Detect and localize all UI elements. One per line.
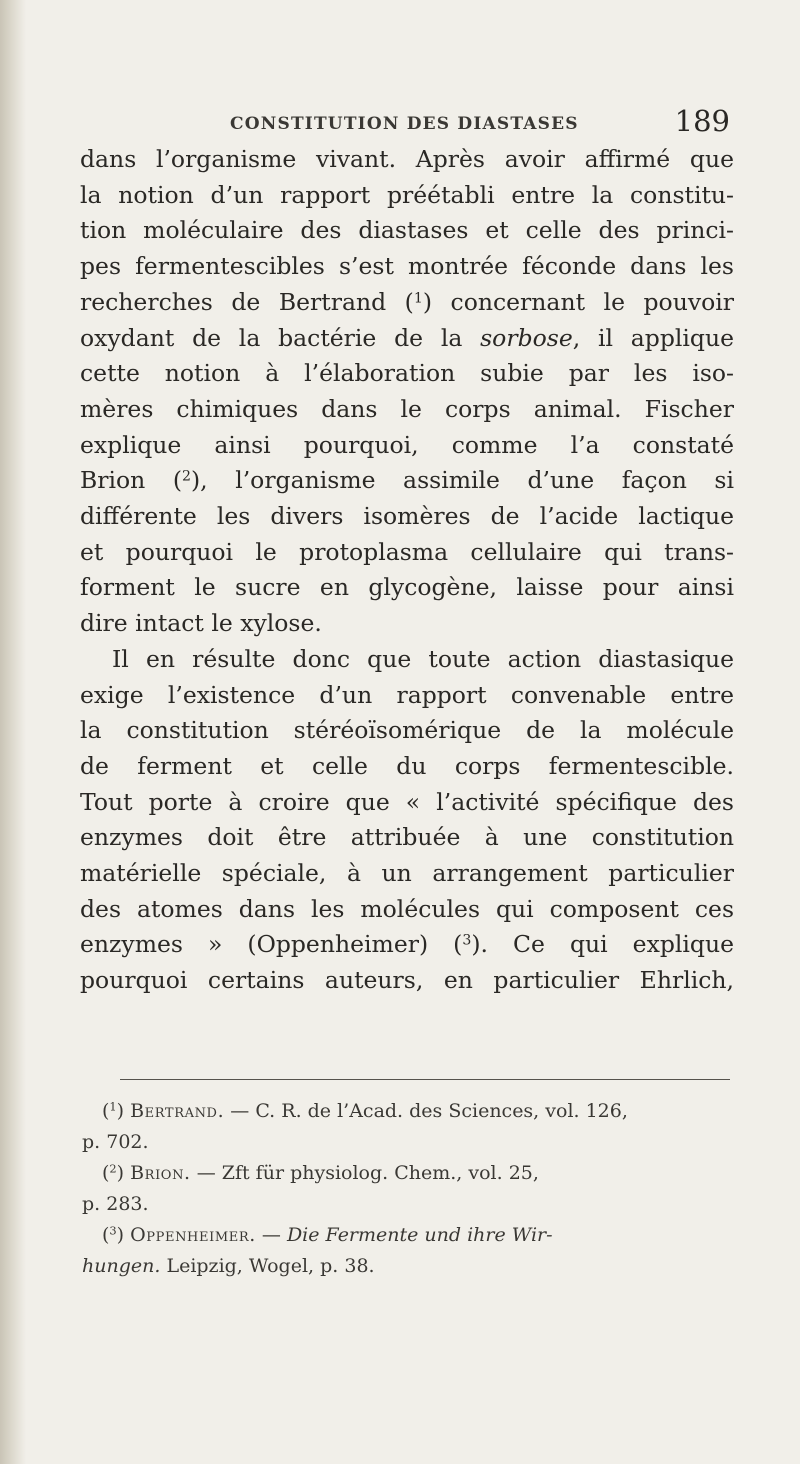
text-line: dire intact le xylose. xyxy=(80,609,322,638)
footnote-divider xyxy=(120,1079,730,1080)
text-line: forment le sucre en glycogène, laisse pour ainsi xyxy=(80,573,734,602)
text-line: oxydant de la bactérie de la sorbose, il applique xyxy=(80,323,734,352)
footnote-ref-2: 2 xyxy=(182,468,191,485)
footnote-3: ($^3$) Oppenheimer. — Die Fermente und ihre Wir- xyxy=(102,1223,553,1246)
text-line: dans l’organisme vivant. Après avoir affirmé que xyxy=(80,145,734,173)
text-line: matérielle spéciale, à un arrangement particulier xyxy=(80,859,734,888)
footnote-1-cont: p. 702. xyxy=(82,1131,149,1153)
footnotes xyxy=(82,1096,732,1282)
text-line: la constitution stéréoïsomérique de la molécule xyxy=(80,716,734,745)
text-line: et pourquoi le protoplasma cellulaire qui trans- xyxy=(80,537,734,566)
text-line: enzymes doit être attribuée à une constitution xyxy=(80,823,734,852)
binding-shadow xyxy=(0,0,26,1464)
text-line: exige l’existence d’un rapport convenable entre xyxy=(80,680,734,709)
text-line: tion moléculaire des diastases et celle des princi- xyxy=(80,216,734,245)
text-line: Brion ($^2$), l’organisme assimile d’une façon si xyxy=(80,466,734,495)
running-title: CONSTITUTION DES DIASTASES xyxy=(230,114,579,134)
footnote-1: ($^1$) Bertrand. — C. R. de l’Acad. des Sciences, vol. 126, xyxy=(102,1099,628,1122)
text-line: différente les divers isomères de l’acide lactique xyxy=(80,502,734,531)
text-line: de ferment et celle du corps fermentescible. xyxy=(80,751,734,780)
text-line: Il en résulte donc que toute action diastasique xyxy=(112,644,734,673)
text-line: la notion d’un rapport préétabli entre la constitu- xyxy=(80,180,734,209)
text-line: cette notion à l’élaboration subie par les iso- xyxy=(80,359,734,388)
italic-term: sorbose xyxy=(480,323,573,352)
text-line: pourquoi certains auteurs, en particulier Ehrlich, xyxy=(80,966,734,995)
text-line: explique ainsi pourquoi, comme l’a constaté xyxy=(80,430,734,459)
text-line: enzymes » (Oppenheimer) ($^3$). Ce qui explique xyxy=(80,930,735,959)
text-line: pes fermentescibles s’est montrée féconde dans les xyxy=(80,252,734,281)
page-header xyxy=(220,104,730,144)
text-line: mères chimiques dans le corps animal. Fischer xyxy=(80,394,734,423)
text-line: Tout porte à croire que « l’activité spécifique des xyxy=(80,787,734,816)
page-number: 189 xyxy=(674,104,730,138)
text-line: recherches de Bertrand ($^1$) concernant le pouvoir xyxy=(80,287,735,316)
footnote-ref-3: 3 xyxy=(462,932,472,949)
footnote-2-cont: p. 283. xyxy=(82,1193,149,1215)
footnote-3-cont: hungen. Leipzig, Wogel, p. 38. xyxy=(82,1255,375,1277)
footnote-2: ($^2$) Brion. — Zft für physiolog. Chem., vol. 25, xyxy=(102,1161,539,1184)
text-line: des atomes dans les molécules qui composent ces xyxy=(80,894,734,923)
body-text xyxy=(80,142,734,999)
footnote-ref-1: 1 xyxy=(413,290,423,307)
